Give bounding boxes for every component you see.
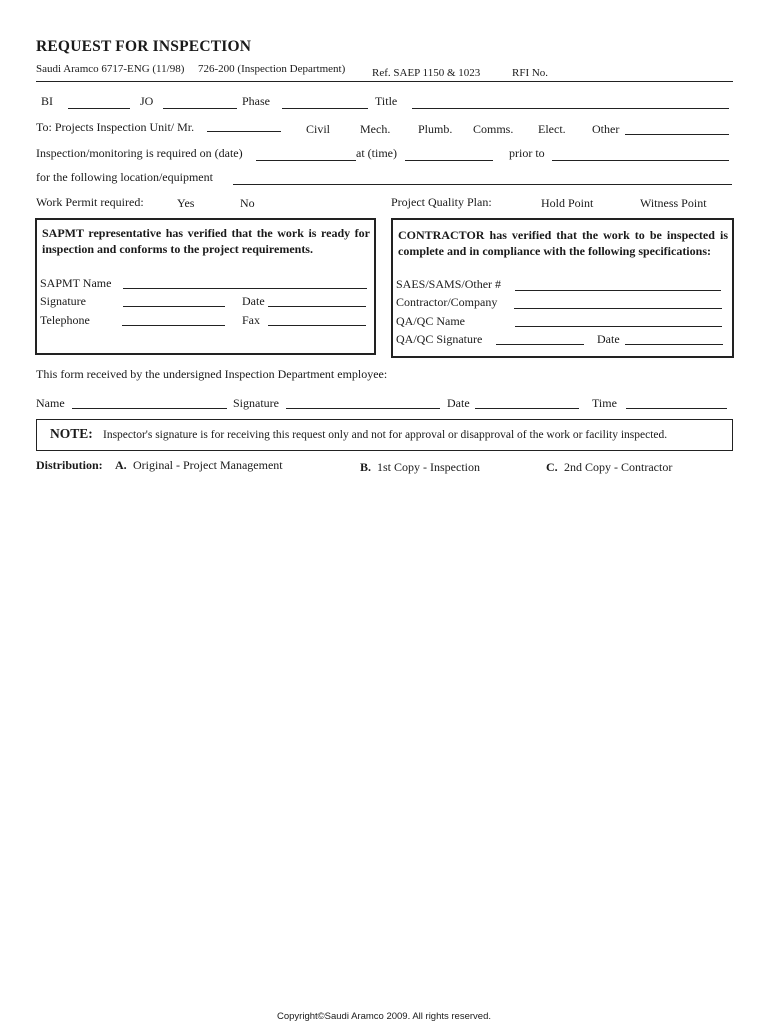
sapmt-signature-label: Signature: [40, 294, 86, 308]
elect-option[interactable]: Elect.: [538, 122, 566, 136]
time-field[interactable]: [405, 160, 493, 161]
sapmt-heading: SAPMT representative has verified that the work is ready for inspection and conforms to the project requirements.: [42, 226, 370, 256]
note-text: Inspector's signature is for receiving this request only and not for approval or disapproval of the work or facility inspected.: [103, 429, 668, 441]
form-title: REQUEST FOR INSPECTION: [36, 38, 252, 55]
received-signature-field[interactable]: [286, 408, 440, 409]
sapmt-verification-box: [35, 218, 376, 355]
contractor-heading-title: CONTRACTOR: [398, 228, 485, 242]
sapmt-name-label: SAPMT Name: [40, 276, 112, 290]
prior-to-label: prior to: [509, 146, 545, 160]
jo-field[interactable]: [163, 108, 237, 109]
at-time-label: at (time): [356, 146, 397, 160]
hold-point-option[interactable]: Hold Point: [541, 196, 594, 210]
distribution-b-key: B.: [360, 460, 372, 474]
form-id: Saudi Aramco 6717-ENG (11/98): [36, 63, 185, 75]
qaqc-name-field[interactable]: [515, 326, 722, 327]
received-date-label: Date: [447, 396, 470, 410]
contractor-heading-text: has verified that the work to be inspected is complete and in compliance with the following specifications:: [398, 228, 728, 258]
plumb-option[interactable]: Plumb.: [418, 122, 453, 136]
received-name-label: Name: [36, 396, 65, 410]
distribution-a-key: A.: [115, 458, 127, 472]
sapmt-telephone-label: Telephone: [40, 313, 90, 327]
qaqc-signature-field[interactable]: [496, 344, 584, 345]
distribution-c-key: C.: [546, 460, 558, 474]
required-date-label: Inspection/monitoring is required on (date): [36, 146, 243, 160]
sapmt-date-label: Date: [242, 294, 265, 308]
work-permit-label: Work Permit required:: [36, 195, 144, 209]
to-field[interactable]: [207, 131, 281, 132]
sapmt-telephone-field[interactable]: [122, 325, 225, 326]
sapmt-signature-field[interactable]: [123, 306, 225, 307]
jo-label: JO: [140, 94, 154, 108]
distribution-label: Distribution:: [36, 458, 103, 472]
other-option[interactable]: Other: [592, 122, 620, 136]
sapmt-name-field[interactable]: [123, 288, 367, 289]
location-field[interactable]: [233, 184, 732, 185]
permit-yes-option[interactable]: Yes: [177, 196, 195, 210]
qaqc-name-label: QA/QC Name: [396, 314, 465, 328]
contractor-verification-box: [391, 218, 734, 358]
civil-option[interactable]: Civil: [306, 122, 331, 136]
phase-label: Phase: [242, 94, 270, 108]
contractor-company-field[interactable]: [514, 308, 722, 309]
contractor-date-label: Date: [597, 332, 620, 346]
received-signature-label: Signature: [233, 396, 279, 410]
received-name-field[interactable]: [72, 408, 227, 409]
copyright-footer: Copyright©Saudi Aramco 2009. All rights reserved.: [277, 1011, 491, 1022]
permit-no-option[interactable]: No: [240, 196, 255, 210]
bi-field[interactable]: [68, 108, 130, 109]
header-divider: [36, 81, 733, 82]
prior-to-field[interactable]: [552, 160, 729, 161]
sapmt-fax-label: Fax: [242, 313, 260, 327]
mech-option[interactable]: Mech.: [360, 122, 391, 136]
bi-label: BI: [41, 94, 53, 108]
to-label: To: Projects Inspection Unit/ Mr.: [36, 120, 195, 134]
received-time-label: Time: [592, 396, 617, 410]
note-label: NOTE:: [50, 426, 93, 441]
received-time-field[interactable]: [626, 408, 727, 409]
qaqc-signature-label: QA/QC Signature: [396, 332, 483, 346]
contractor-company-label: Contractor/Company: [396, 295, 498, 309]
department-label: 726-200 (Inspection Department): [198, 63, 346, 75]
sapmt-date-field[interactable]: [268, 306, 366, 307]
phase-field[interactable]: [282, 108, 368, 109]
distribution-a-text: Original - Project Management: [133, 458, 283, 472]
distribution-c-text: 2nd Copy - Contractor: [564, 460, 673, 474]
quality-plan-label: Project Quality Plan:: [391, 195, 492, 209]
witness-point-option[interactable]: Witness Point: [640, 196, 707, 210]
rfi-number-label: RFI No.: [512, 67, 549, 79]
specs-label: SAES/SAMS/Other #: [396, 277, 502, 291]
distribution-b-text: 1st Copy - Inspection: [377, 460, 480, 474]
title-field[interactable]: [412, 108, 729, 109]
note-box: [36, 419, 733, 451]
reference-label: Ref. SAEP 1150 & 1023: [372, 67, 481, 79]
comms-option[interactable]: Comms.: [473, 122, 514, 136]
sapmt-fax-field[interactable]: [268, 325, 366, 326]
contractor-heading: [398, 227, 728, 259]
specs-field[interactable]: [515, 290, 721, 291]
contractor-date-field[interactable]: [625, 344, 723, 345]
required-date-field[interactable]: [256, 160, 356, 161]
other-field[interactable]: [625, 134, 729, 135]
received-statement: This form received by the undersigned Inspection Department employee:: [36, 367, 388, 381]
location-label: for the following location/equipment: [36, 170, 213, 184]
received-date-field[interactable]: [475, 408, 579, 409]
title-label: Title: [375, 94, 398, 108]
